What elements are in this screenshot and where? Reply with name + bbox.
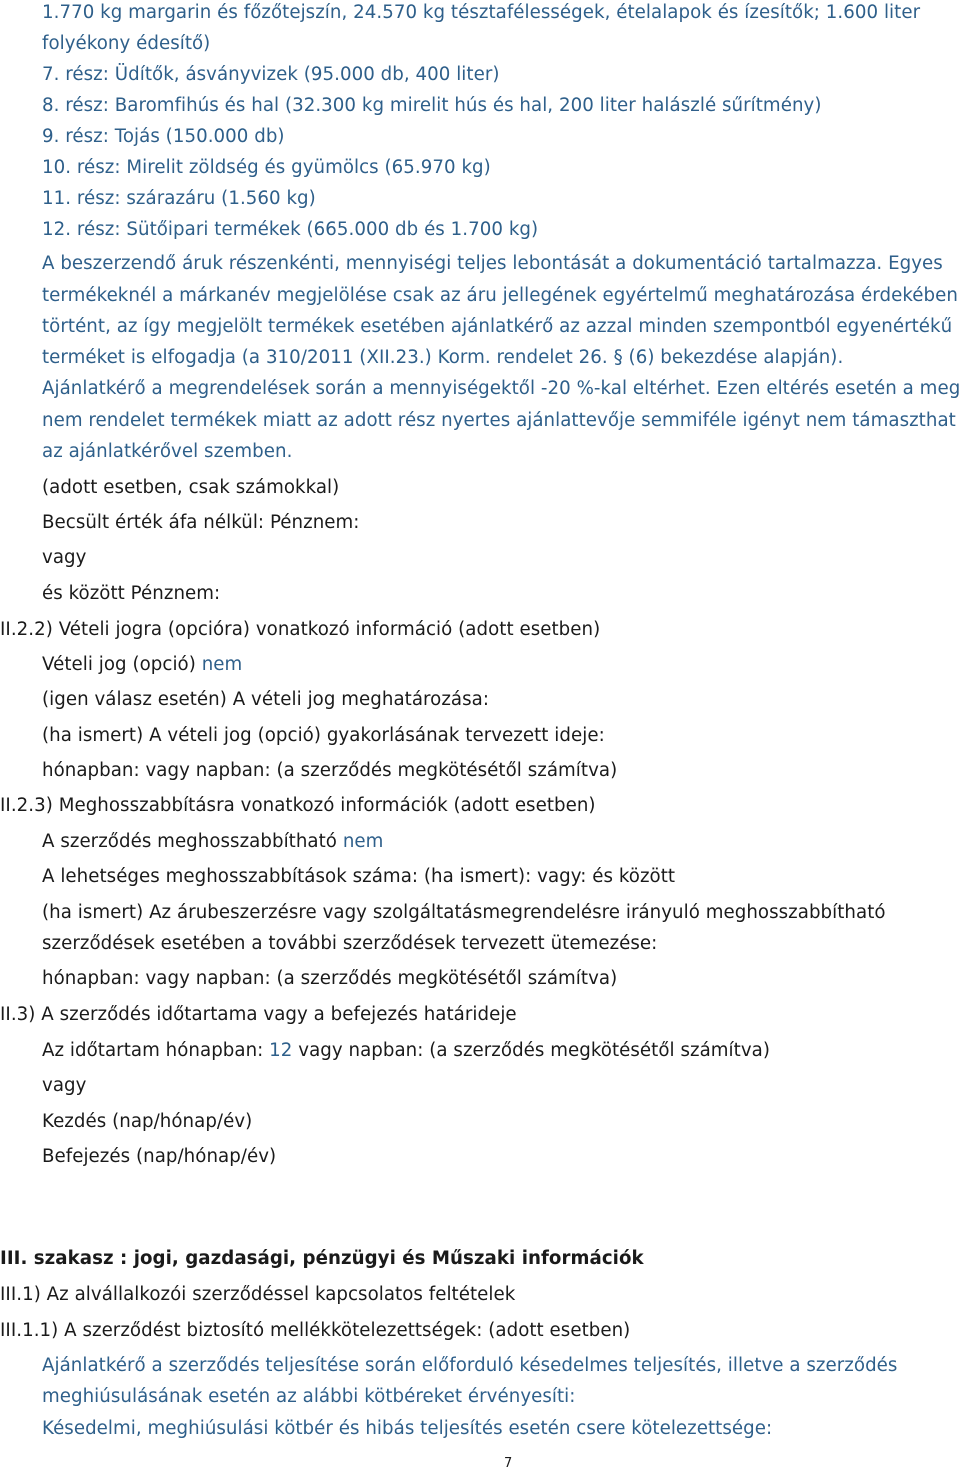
text-line: [42, 221, 538, 239]
text-segment: III.1) Az alvállalkozói szerződéssel kapcsolatos feltételek: [0, 1284, 516, 1305]
text-segment: terméket is elfogadja (a 310/2011 (XII.23.) Korm. rendelet 26. § (6) bekezdése alapján).: [42, 347, 844, 368]
text-segment: (adott esetben, csak számokkal): [42, 477, 340, 498]
text-line: [42, 318, 952, 336]
text-segment: Ajánlatkérő a megrendelések során a mennyiségektől -20 %-kal eltérhet. Ezen eltérés esetén a meg: [42, 378, 960, 399]
text-line: [0, 1322, 630, 1340]
text-line: [42, 479, 339, 497]
text-segment: III. szakasz : jogi, gazdasági, pénzügyi és Műszaki információk: [0, 1248, 644, 1269]
text-segment: 1.770 kg margarin és főzőtejszín, 24.570 kg tésztafélességek, ételalapok és ízesítők; 1.600 liter: [42, 2, 921, 23]
text-segment: nem rendelet termékek miatt az adott rész nyertes ajánlattevője semmiféle igényt nem támaszthat: [42, 410, 956, 431]
text-segment: Kezdés (nap/hónap/év): [42, 1111, 253, 1132]
text-segment: 7. rész: Üdítők, ásványvizek (95.000 db, 400 liter): [42, 64, 500, 85]
text-line: [42, 1148, 276, 1166]
text-line: [42, 412, 956, 430]
text-segment: Késedelmi, meghiúsulási kötbér és hibás teljesítés esetén csere kötelezettsége:: [42, 1418, 773, 1439]
text-line: [42, 549, 86, 567]
text-segment: Az időtartam hónapban:: [42, 1040, 270, 1061]
text-line: [42, 255, 943, 273]
page-number: 7: [504, 1456, 513, 1471]
text-line: [42, 656, 242, 674]
text-segment: vagy: [42, 1075, 87, 1096]
text-line: [42, 868, 675, 886]
text-line: [42, 35, 210, 53]
text-segment: meghiúsulásának esetén az alábbi kötbéreket érvényesíti:: [42, 1386, 576, 1407]
text-segment: Ajánlatkérő a szerződés teljesítése során előforduló késedelmes teljesítés, illetve a szerződés: [42, 1355, 898, 1376]
text-segment: Befejezés (nap/hónap/év): [42, 1146, 277, 1167]
text-segment: és között Pénznem:: [42, 583, 221, 604]
text-segment: A beszerzendő áruk részenkénti, mennyiségi teljes lebontását a dokumentáció tartalmazza. Egyes: [42, 253, 943, 274]
text-segment: nem: [201, 654, 243, 675]
text-line: [0, 797, 596, 815]
text-segment: Becsült érték áfa nélkül: Pénznem:: [42, 512, 360, 533]
text-line: [42, 1042, 770, 1060]
text-segment: szerződések esetében a további szerződések tervezett ütemezése:: [42, 933, 658, 954]
text-segment: A szerződés meghosszabbítható: [42, 831, 343, 852]
text-segment: (ha ismert) Az árubeszerzésre vagy szolgáltatásmegrendelésre irányuló meghosszabbítható: [42, 902, 886, 923]
text-segment: II.2.2) Vételi jogra (opcióra) vonatkozó információ (adott esetben): [0, 619, 601, 640]
text-line: [42, 287, 958, 305]
text-segment: történt, az így megjelölt termékek esetében ajánlatkérő az azzal minden szempontból egyenértékű: [42, 316, 953, 337]
text-segment: Vételi jog (opció): [42, 654, 202, 675]
text-line: [42, 190, 316, 208]
text-line: [42, 935, 657, 953]
text-line: [42, 585, 220, 603]
text-line: [0, 1286, 515, 1304]
text-segment: 11. rész: szárazáru (1.560 kg): [42, 188, 316, 209]
text-line: [42, 380, 960, 398]
text-segment: vagy: [42, 547, 87, 568]
text-line: [42, 97, 821, 115]
text-line: [42, 904, 886, 922]
text-line: [42, 833, 383, 851]
text-line: [0, 1006, 517, 1024]
text-segment: 12. rész: Sütőipari termékek (665.000 db és 1.700 kg): [42, 219, 539, 240]
text-segment: 8. rész: Baromfihús és hal (32.300 kg mirelit hús és hal, 200 liter halászlé sűrítmény): [42, 95, 822, 116]
text-line: [42, 1077, 86, 1095]
text-line: [42, 443, 292, 461]
text-segment: 10. rész: Mirelit zöldség és gyümölcs (65.970 kg): [42, 157, 491, 178]
text-segment: III.1.1) A szerződést biztosító mellékkötelezettségek: (adott esetben): [0, 1320, 631, 1341]
text-line: [0, 621, 600, 639]
text-segment: hónapban: vagy napban: (a szerződés megkötésétől számítva): [42, 760, 618, 781]
text-line: [42, 66, 500, 84]
text-line: [42, 349, 843, 367]
text-segment: 12: [269, 1040, 293, 1061]
text-segment: nem: [342, 831, 384, 852]
text-line: [42, 1420, 772, 1438]
text-segment: II.2.3) Meghosszabbításra vonatkozó információk (adott esetben): [0, 795, 596, 816]
text-segment: (ha ismert) A vételi jog (opció) gyakorlásának tervezett ideje:: [42, 725, 605, 746]
text-line: [42, 514, 360, 532]
text-line: [42, 970, 617, 988]
text-line: [42, 727, 605, 745]
text-line: [42, 762, 617, 780]
text-segment: A lehetséges meghosszabbítások száma: (ha ismert): vagy: és között: [42, 866, 676, 887]
text-segment: termékeknél a márkanév megjelölése csak az áru jellegének egyértelmű meghatározása érdekében: [42, 285, 958, 306]
text-line: [42, 1388, 575, 1406]
text-line: [42, 4, 920, 22]
text-line: [42, 691, 489, 709]
text-line: [42, 159, 491, 177]
text-segment: vagy napban: (a szerződés megkötésétől számítva): [292, 1040, 770, 1061]
text-segment: folyékony édesítő): [42, 33, 211, 54]
text-segment: II.3) A szerződés időtartama vagy a befejezés határideje: [0, 1004, 517, 1025]
text-line: [42, 1357, 897, 1375]
text-segment: (igen válasz esetén) A vételi jog meghatározása:: [42, 689, 490, 710]
text-line: [42, 1113, 252, 1131]
text-segment: az ajánlatkérővel szemben.: [42, 441, 293, 462]
text-line: [42, 128, 285, 146]
text-line: [0, 1250, 644, 1268]
text-segment: 9. rész: Tojás (150.000 db): [42, 126, 285, 147]
text-segment: hónapban: vagy napban: (a szerződés megkötésétől számítva): [42, 968, 618, 989]
